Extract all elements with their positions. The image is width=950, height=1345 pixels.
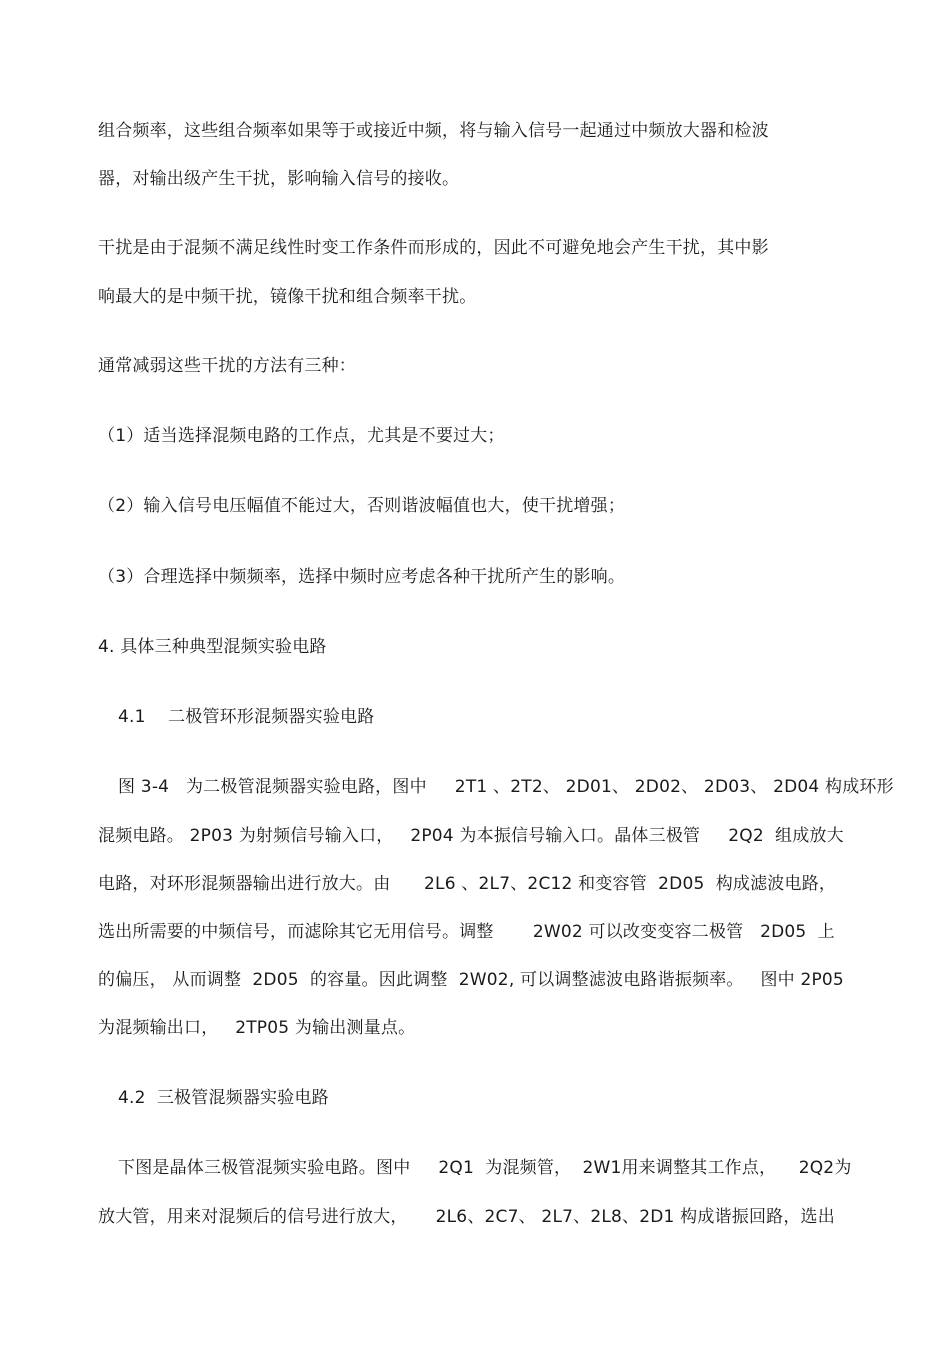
section-heading-4: 4. 具体三种典型混频实验电路 xyxy=(98,637,327,657)
paragraph-2-line-2: 响最大的是中频干扰，镜像干扰和组合频率干扰。 xyxy=(98,287,477,307)
paragraph-2-line-1: 干扰是由于混频不满足线性时变工作条件而形成的，因此不可避免地会产生干扰，其中影 xyxy=(98,238,769,258)
paragraph-4-1-line-3: 电路，对环形混频器输出进行放大。由 2L6 、2L7、2C12 和变容管 2D05 构成滤波电路， xyxy=(98,874,837,894)
paragraph-4-1-line-2: 混频电路。 2P03 为射频信号输入口， 2P04 为本振信号输入口。晶体三极管 2Q2 组成放大 xyxy=(98,826,844,846)
list-item-3: （3）合理选择中频频率，选择中频时应考虑各种干扰所产生的影响。 xyxy=(98,567,626,587)
paragraph-4-2-line-1: 下图是晶体三极管混频实验电路。图中 2Q1 为混频管， 2W1用来调整其工作点， 2Q2为 xyxy=(118,1158,852,1178)
subsection-heading-4-1: 4.1 二极管环形混频器实验电路 xyxy=(118,707,375,727)
list-item-1: （1）适当选择混频电路的工作点，尤其是不要过大； xyxy=(98,426,505,446)
paragraph-1-line-1: 组合频率，这些组合频率如果等于或接近中频，将与输入信号一起通过中频放大器和检波 xyxy=(98,121,769,141)
subsection-heading-4-2: 4.2 三极管混频器实验电路 xyxy=(118,1088,329,1108)
list-item-2: （2）输入信号电压幅值不能过大，否则谐波幅值也大，使干扰增强； xyxy=(98,496,626,516)
paragraph-1-line-2: 器，对输出级产生干扰，影响输入信号的接收。 xyxy=(98,169,460,189)
paragraph-3-line-1: 通常减弱这些干扰的方法有三种： xyxy=(98,356,356,376)
paragraph-4-2-line-2: 放大管，用来对混频后的信号进行放大， 2L6、2C7、 2L7、2L8、2D1 构成谐振回路，选出 xyxy=(98,1207,835,1227)
paragraph-4-1-line-1: 图 3-4 为二极管混频器实验电路，图中 2T1 、2T2、 2D01、 2D02、 2D03、 2D04 构成环形 xyxy=(118,777,894,797)
paragraph-4-1-line-5: 的偏压， 从而调整 2D05 的容量。因此调整 2W02, 可以调整滤波电路谐振频率。 图中 2P05 xyxy=(98,970,844,990)
paragraph-4-1-line-6: 为混频输出口， 2TP05 为输出测量点。 xyxy=(98,1018,416,1038)
paragraph-4-1-line-4: 选出所需要的中频信号，而滤除其它无用信号。调整 2W02 可以改变变容二极管 2D05 上 xyxy=(98,922,835,942)
